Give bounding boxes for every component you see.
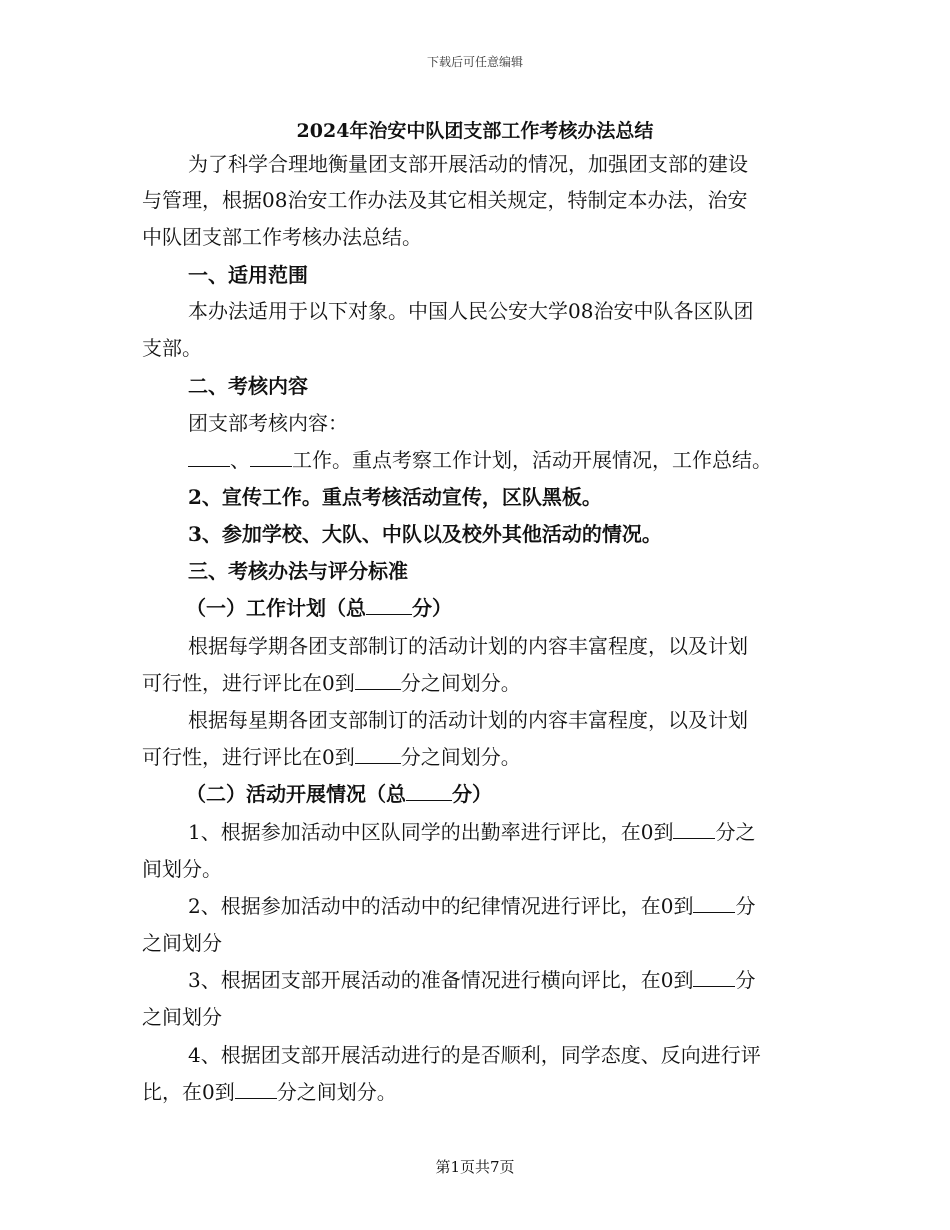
item-1-line-2: 间划分。 bbox=[142, 857, 222, 881]
subsection-1-heading: （一）工作计划（总 分） bbox=[186, 596, 452, 620]
section-3-heading: 三、考核办法与评分标准 bbox=[188, 559, 408, 583]
item-1-line-1: 1、根据参加活动中区队同学的出勤率进行评比，在0到 分之 bbox=[188, 820, 756, 844]
blank-field bbox=[693, 894, 735, 913]
item-2-line-1: 2、根据参加活动中的活动中的纪律情况进行评比，在0到 分 bbox=[188, 894, 756, 918]
item-4-line-2: 比，在0到 分之间划分。 bbox=[142, 1080, 397, 1104]
section-2-line-3: 2、宣传工作。重点考核活动宣传，区队黑板。 bbox=[188, 485, 602, 509]
blank-field bbox=[673, 820, 715, 839]
intro-line-1: 为了科学合理地衡量团支部开展活动的情况，加强团支部的建设 bbox=[188, 152, 748, 176]
section-1-line-2: 支部。 bbox=[142, 336, 202, 360]
blank-field bbox=[366, 596, 412, 615]
plan-para-1-line-1: 根据每学期各团支部制订的活动计划的内容丰富程度，以及计划 bbox=[188, 634, 748, 658]
section-2-heading: 二、考核内容 bbox=[188, 374, 308, 398]
item-3-line-2: 之间划分 bbox=[142, 1005, 222, 1029]
blank-field bbox=[693, 968, 735, 987]
section-2-line-2: 、 工作。重点考察工作计划，活动开展情况，工作总结。 bbox=[188, 447, 772, 473]
plan-para-2-line-2: 可行性，进行评比在0到 分之间划分。 bbox=[142, 745, 521, 769]
blank-field bbox=[235, 1080, 277, 1099]
item-4-line-1: 4、根据团支部开展活动进行的是否顺利，同学态度、反向进行评 bbox=[188, 1043, 761, 1067]
document-title: 2024年治安中队团支部工作考核办法总结 bbox=[296, 120, 654, 142]
item-2-line-2: 之间划分 bbox=[142, 931, 222, 955]
section-2-line-1: 团支部考核内容： bbox=[188, 411, 348, 435]
plan-para-2-line-1: 根据每星期各团支部制订的活动计划的内容丰富程度，以及计划 bbox=[188, 708, 748, 732]
blank-field bbox=[188, 448, 230, 467]
section-1-line-1: 本办法适用于以下对象。中国人民公安大学08治安中队各区队团 bbox=[188, 299, 754, 323]
blank-field bbox=[355, 745, 401, 764]
plan-para-1-line-2: 可行性，进行评比在0到 分之间划分。 bbox=[142, 671, 521, 695]
blank-field bbox=[250, 448, 292, 467]
page-header: 下载后可任意编辑 bbox=[426, 55, 523, 69]
item-3-line-1: 3、根据团支部开展活动的准备情况进行横向评比，在0到 分 bbox=[188, 968, 756, 992]
section-1-heading: 一、适用范围 bbox=[188, 263, 308, 287]
page-footer: 第1页共7页 bbox=[435, 1158, 515, 1176]
intro-line-3: 中队团支部工作考核办法总结。 bbox=[142, 225, 422, 249]
intro-line-2: 与管理，根据08治安工作办法及其它相关规定，特制定本办法，治安 bbox=[142, 188, 748, 212]
blank-field bbox=[406, 782, 452, 801]
subsection-2-heading: （二）活动开展情况（总 分） bbox=[186, 782, 492, 806]
section-2-line-4: 3、参加学校、大队、中队以及校外其他活动的情况。 bbox=[188, 522, 662, 546]
blank-field bbox=[355, 671, 401, 690]
